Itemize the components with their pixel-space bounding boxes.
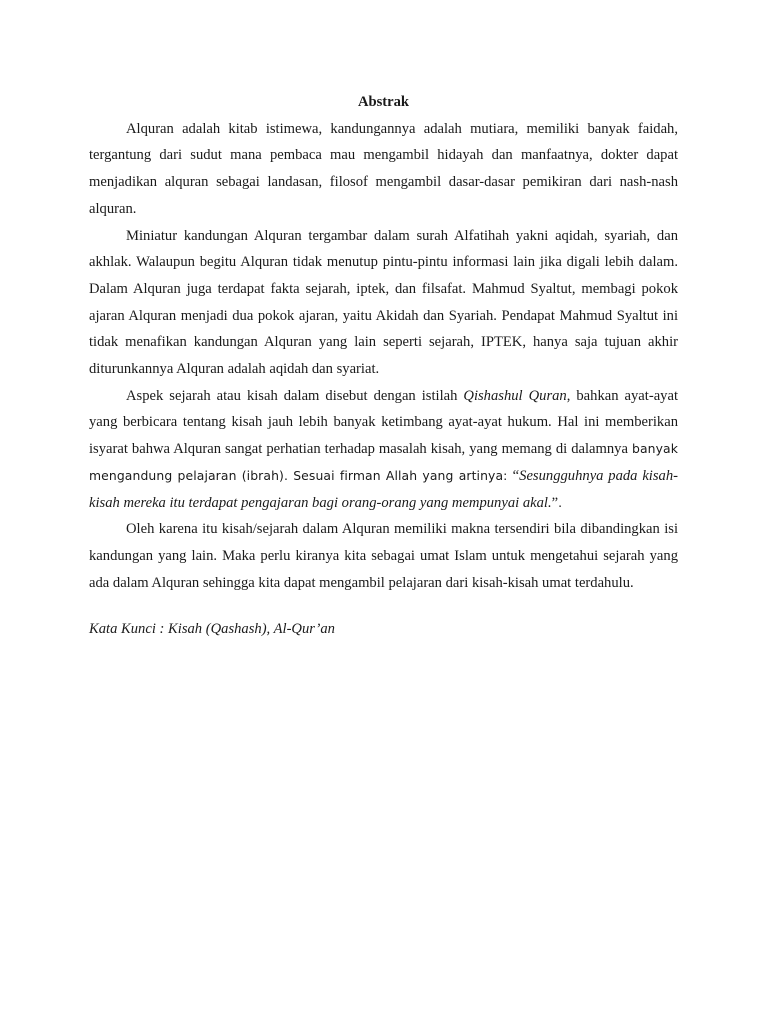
abstract-paragraph-4: Oleh karena itu kisah/sejarah dalam Alquran memiliki makna tersendiri bila dibandingkan isi kandungan yang lain. Maka perlu kiranya kita sebagai umat Islam untuk mengetahui sejarah yang ada dalam Alquran sehingga kita dapat mengambil pelajaran dari kisah-kisah umat terdahulu. xyxy=(89,521,678,591)
paragraph-3-text-a: Aspek sejarah atau kisah dalam disebut dengan istilah xyxy=(126,387,464,404)
abstract-section xyxy=(89,89,678,643)
paragraph-3-end: . xyxy=(558,494,563,510)
open-quote: “ xyxy=(512,467,520,484)
paragraph-3-text-b: , bahkan ayat-ayat yang berbicara tentang kisah jauh lebih banyak ketimbang ayat-ayat hukum. Hal ini memberikan isyarat bahwa Alquran sangat perhatian terhadap masalah kisah, yang memang di dalamnya xyxy=(89,387,678,458)
paragraph-3-text-c: banyak mengandung pelajaran (ibrah). Sesuai firman Allah yang artinya: xyxy=(89,441,678,483)
abstract-paragraph-1: Alquran adalah kitab istimewa, kandungannya adalah mutiara, memiliki banyak faidah, tergantung dari sudut mana pembaca mau mengambil hidayah dan manfaatnya, dokter dapat menjadikan alquran sebagai landasan, filosof mengambil dasar-dasar pemikiran dari nash-nash alquran. xyxy=(89,120,678,217)
abstract-title: Abstrak xyxy=(357,94,410,110)
abstract-paragraph-3 xyxy=(89,383,678,517)
qishashul-quran-term: Qishashul Quran xyxy=(463,387,567,404)
abstract-paragraph-2: Miniatur kandungan Alquran tergambar dalam surah Alfatihah yakni aqidah, syariah, dan akhlak. Walaupun begitu Alquran tidak menutup pintu-pintu informasi lain jika digali lebih dalam. Dalam Alquran juga terdapat fakta sejarah, iptek, dan filsafat. Mahmud Syaltut, membagi pokok ajaran Alquran menjadi dua pokok ajaran, yaitu Akidah dan Syariah. Pendapat Mahmud Syaltut ini tidak menafikan kandungan Alquran yang lain seperti sejarah, IPTEK, hanya saja tujuan akhir diturunkannya Alquran adalah aqidah dan syariat. xyxy=(89,227,678,378)
keywords-line: Kata Kunci : Kisah (Qashash), Al-Qur’an xyxy=(89,621,335,638)
close-quote: ” xyxy=(551,494,559,511)
quran-verse-quote: Sesungguhnya pada kisah-kisah mereka itu terdapat pengajaran bagi orang-orang yang mempunyai akal. xyxy=(89,467,678,511)
